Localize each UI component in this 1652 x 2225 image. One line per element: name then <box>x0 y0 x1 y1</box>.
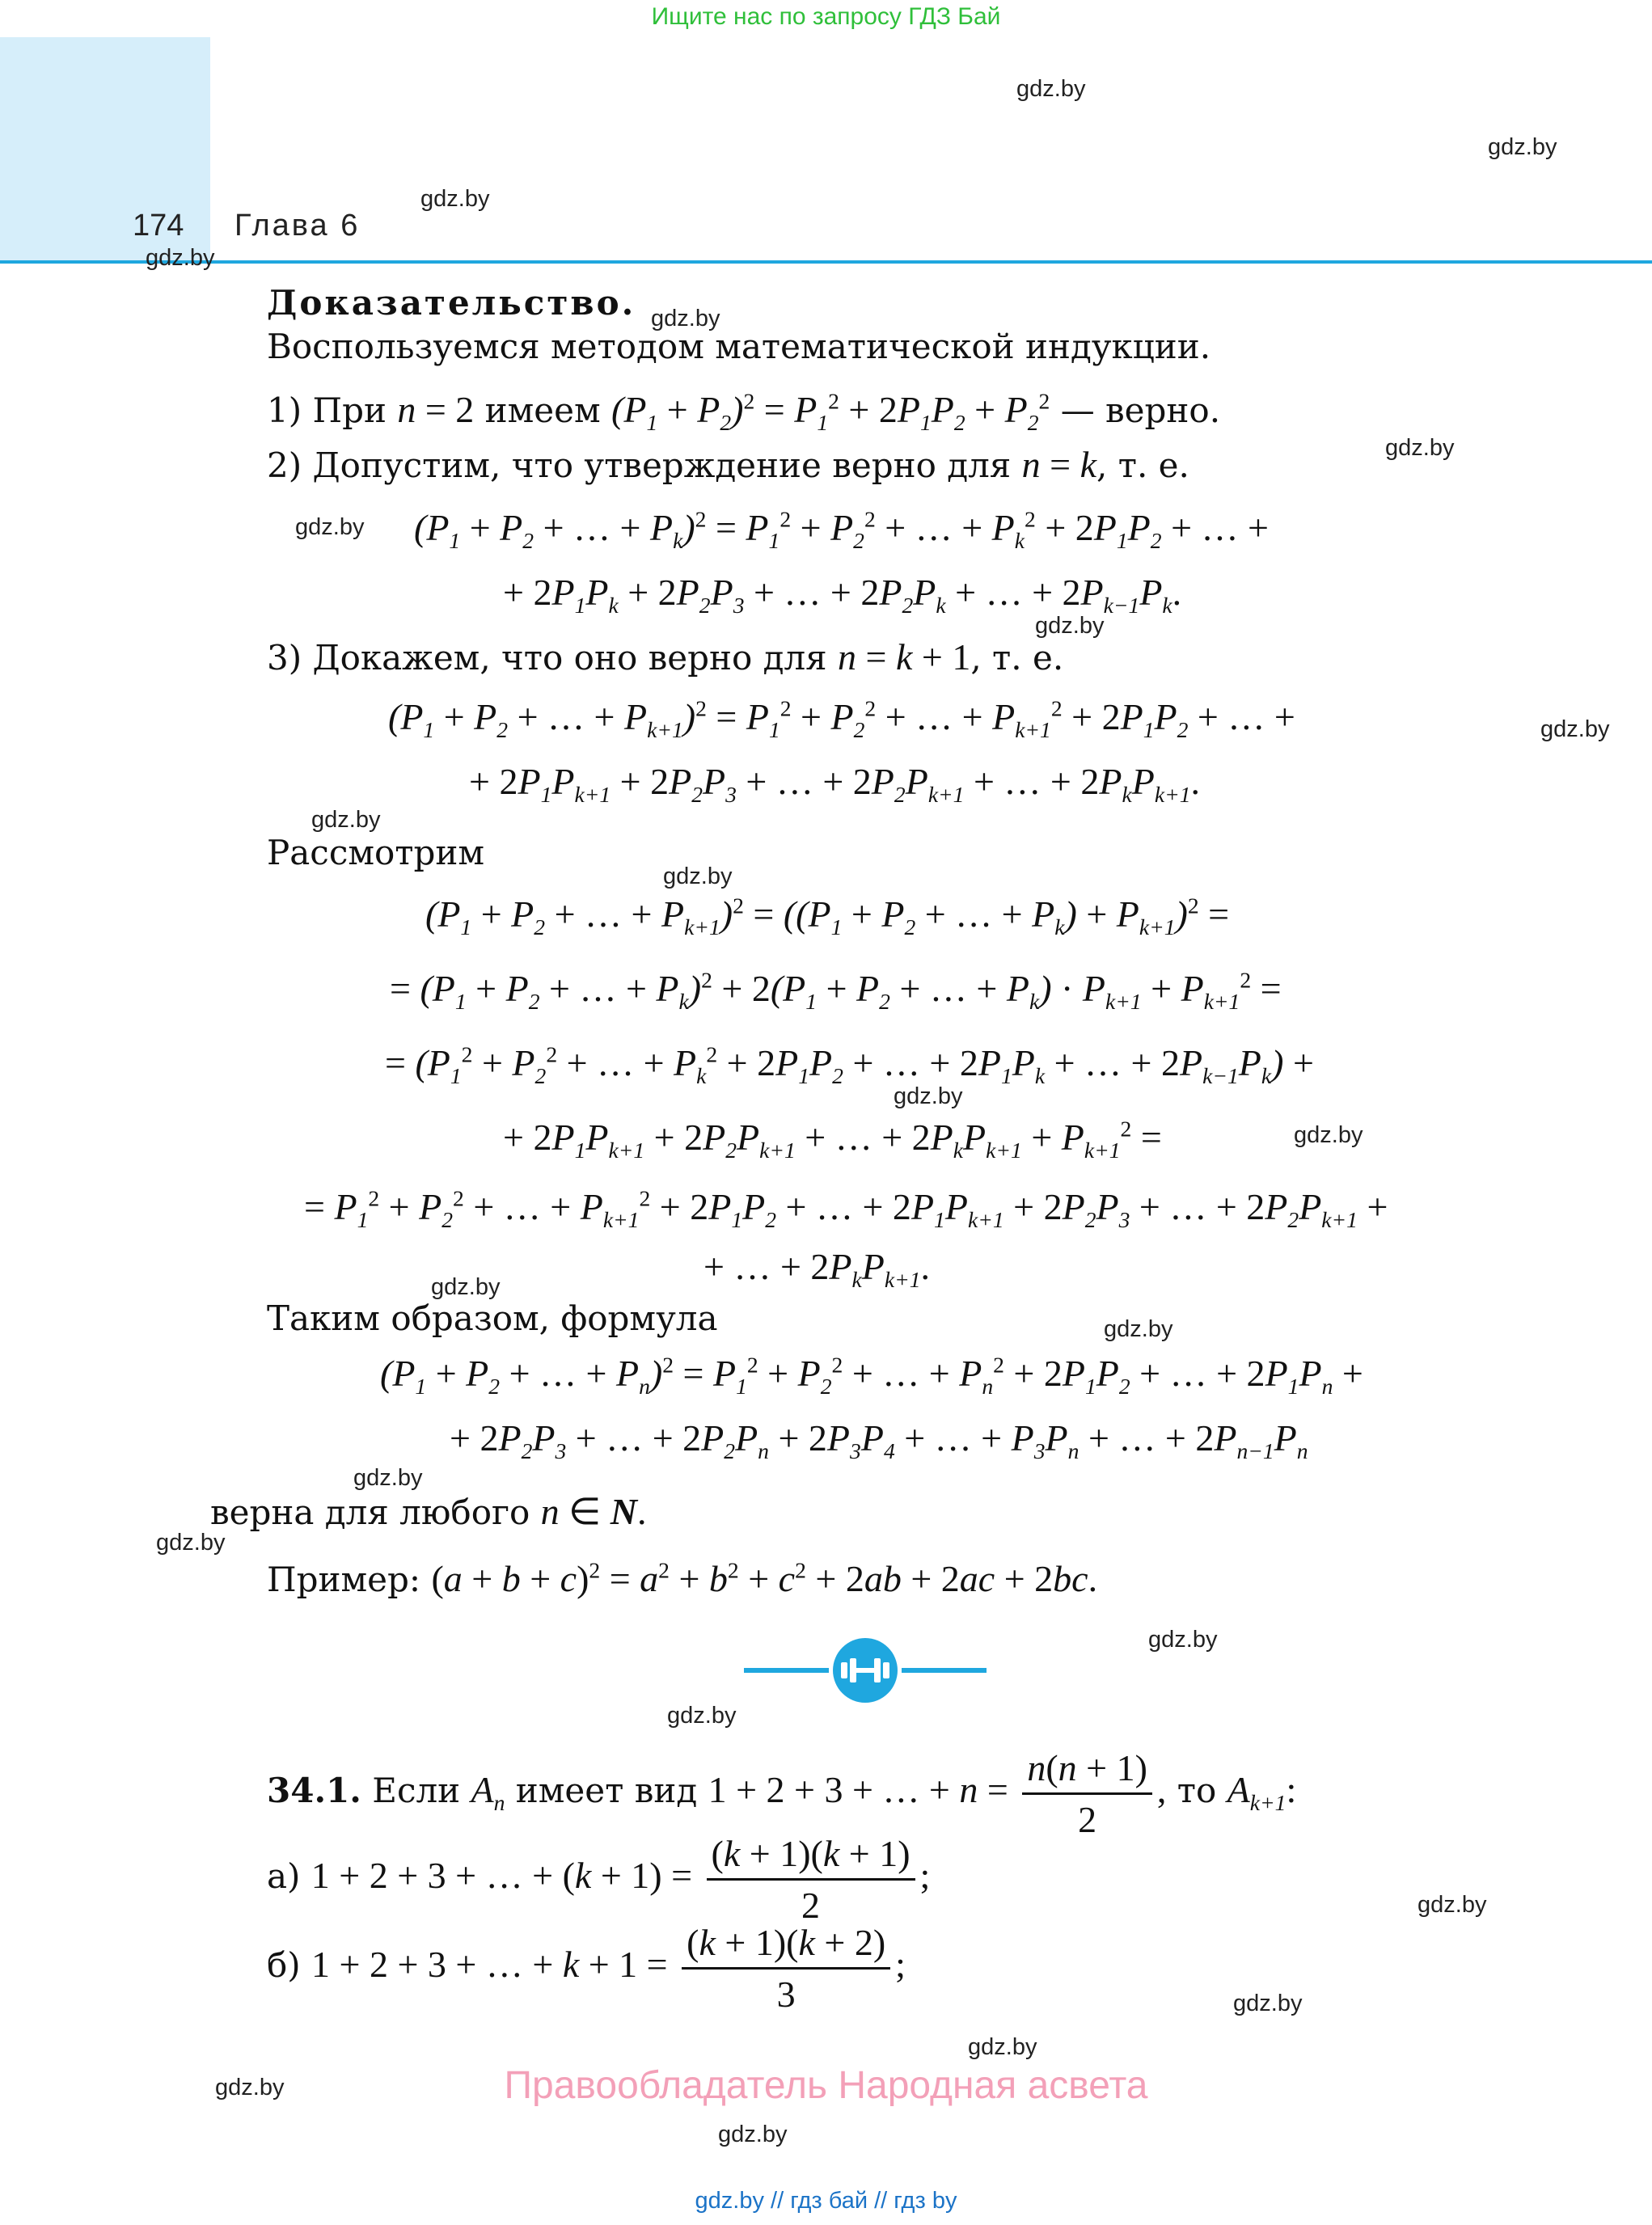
final-formula-line2: + $2P_2P_3$ + … + $2P_2P_n + 2P_3P_4$ + … + $P_3P_n$ + … + $2P_{n-1}P_n$ <box>450 1417 1308 1464</box>
thus-label: Таким образом, формула <box>267 1298 718 1338</box>
formula-step3-line2: + $2P_1P_{k+1} + 2P_2P_3$ + … + $2P_2P_{k+1}$ + … + $2P_kP_{k+1}$. <box>469 761 1201 808</box>
formula-step2-line1: ($P_1 + P_2$ + … + $P_k)^2 = P_1^2 + P_2^2$ + … + $P_k^2 + 2P_1P_2$ + … + <box>414 506 1269 554</box>
derivation-line2: = ($P_1 + P_2$ + … + $P_k)^2 + 2(P_1 + P_2$ + … + $P_k) \cdot P_{k+1} + P_{k+1}^2$ = <box>390 967 1282 1015</box>
valid-for-all-n: верна для любого n ∈ N. <box>210 1491 647 1532</box>
watermark: gdz.by <box>156 1530 226 1556</box>
watermark: gdz.by <box>353 1465 423 1491</box>
watermark: gdz.by <box>667 1703 737 1729</box>
proof-intro: Воспользуемся методом математической индукции. <box>267 327 1211 366</box>
watermark: gdz.by <box>295 514 365 540</box>
watermark: gdz.by <box>431 1274 501 1300</box>
proof-heading: Доказательство. <box>267 283 636 323</box>
watermark: gdz.by <box>651 306 720 331</box>
exercise-34-1: 34.1. Если $A_n$ имеет вид 1 + 2 + 3 + … + n = $\frac{n(n + 1)}{2}$ , то $A_{k+1}$: <box>267 1747 1297 1840</box>
derivation-line4: + $2P_1P_{k+1} + 2P_2P_{k+1}$ + … + $2P_kP_{k+1} + P_{k+1}^2$ = <box>503 1116 1162 1163</box>
dumbbell-icon <box>744 1638 987 1703</box>
watermark: gdz.by <box>1540 716 1610 742</box>
search-banner[interactable]: Ищите нас по запросу ГДЗ Бай <box>651 3 1001 30</box>
watermark: gdz.by <box>1104 1316 1173 1342</box>
watermark: gdz.by <box>1148 1627 1218 1653</box>
derivation-line5: = $P_1^2 + P_2^2$ + … + $P_{k+1}^2 + 2P_1P_2$ + … + $2P_1P_{k+1} + 2P_2P_3$ + … + $2P_2P_{k+1}$ + <box>304 1185 1388 1233</box>
watermark: gdz.by <box>894 1083 963 1109</box>
exercise-option-b: б) 1 + 2 + 3 + … + k + 1 = $\frac{(k + 1)(k + 2)}{3}$ ; <box>267 1922 906 2015</box>
watermark: gdz.by <box>1035 613 1105 639</box>
header-rule <box>0 260 1652 264</box>
watermark: gdz.by <box>968 2034 1037 2060</box>
copyright-notice: Правообладатель Народная асвета <box>504 2064 1148 2107</box>
watermark: gdz.by <box>1233 1991 1303 2016</box>
consider-label: Рассмотрим <box>267 833 485 872</box>
watermark: gdz.by <box>1488 134 1557 160</box>
derivation-line3: = ($P_1^2 + P_2^2$ + … + $P_k^2 + 2P_1P_2$ + … + $2P_1P_k$ + … + $2P_{k-1}P_k$) + <box>385 1041 1314 1089</box>
derivation-line1: ($P_1 + P_2$ + … + $P_{k+1})^2 = ((P_1 + P_2$ + … + $P_k) + P_{k+1})^2$ = <box>425 893 1230 940</box>
step-2: 2) Допустим, что утверждение верно для n = k, т. е. <box>267 444 1189 485</box>
exercise-option-a: а) 1 + 2 + 3 + … + (k + 1) = $\frac{(k + 1)(k + 1)}{2}$ ; <box>267 1833 931 1926</box>
formula-step3-line1: ($P_1 + P_2$ + … + $P_{k+1})^2 = P_1^2 + P_2^2$ + … + $P_{k+1}^2 + 2P_1P_2$ + … + <box>388 695 1295 743</box>
final-formula-line1: ($P_1 + P_2$ + … + $P_n)^2 = P_1^2 + P_2^2$ + … + $P_n^2 + 2P_1P_2$ + … + $2P_1P_n$ + <box>380 1352 1363 1400</box>
step-1: 1) При n = 2 имеем $(P_1 + P_2)^2 = P_1^2 + 2P_1P_2 + P_2^2$ — верно. <box>267 388 1221 436</box>
example: Пример: $(a + b + c)^2 = a^2 + b^2 + c^2 + 2ab + 2ac + 2bc$. <box>267 1557 1098 1599</box>
watermark: gdz.by <box>663 863 733 889</box>
page-number: 174 <box>133 209 184 243</box>
chapter-title: Глава 6 <box>234 209 361 243</box>
step-3: 3) Докажем, что оно верно для n = k + 1, т. е. <box>267 636 1064 678</box>
watermark: gdz.by <box>1294 1122 1363 1148</box>
watermark: gdz.by <box>420 186 490 212</box>
watermark: gdz.by <box>1016 76 1086 102</box>
footer-links[interactable]: gdz.by // гдз бай // гдз by <box>695 2188 957 2214</box>
watermark: gdz.by <box>1385 435 1455 461</box>
watermark: gdz.by <box>146 245 215 271</box>
watermark: gdz.by <box>718 2122 788 2147</box>
derivation-line6: + … + $2P_kP_{k+1}$. <box>703 1246 931 1293</box>
watermark: gdz.by <box>1418 1892 1487 1918</box>
watermark: gdz.by <box>311 807 381 833</box>
formula-step2-line2: + $2P_1P_k + 2P_2P_3$ + … + $2P_2P_k$ + … + $2P_{k-1}P_k$. <box>503 572 1182 619</box>
watermark: gdz.by <box>215 2075 285 2100</box>
